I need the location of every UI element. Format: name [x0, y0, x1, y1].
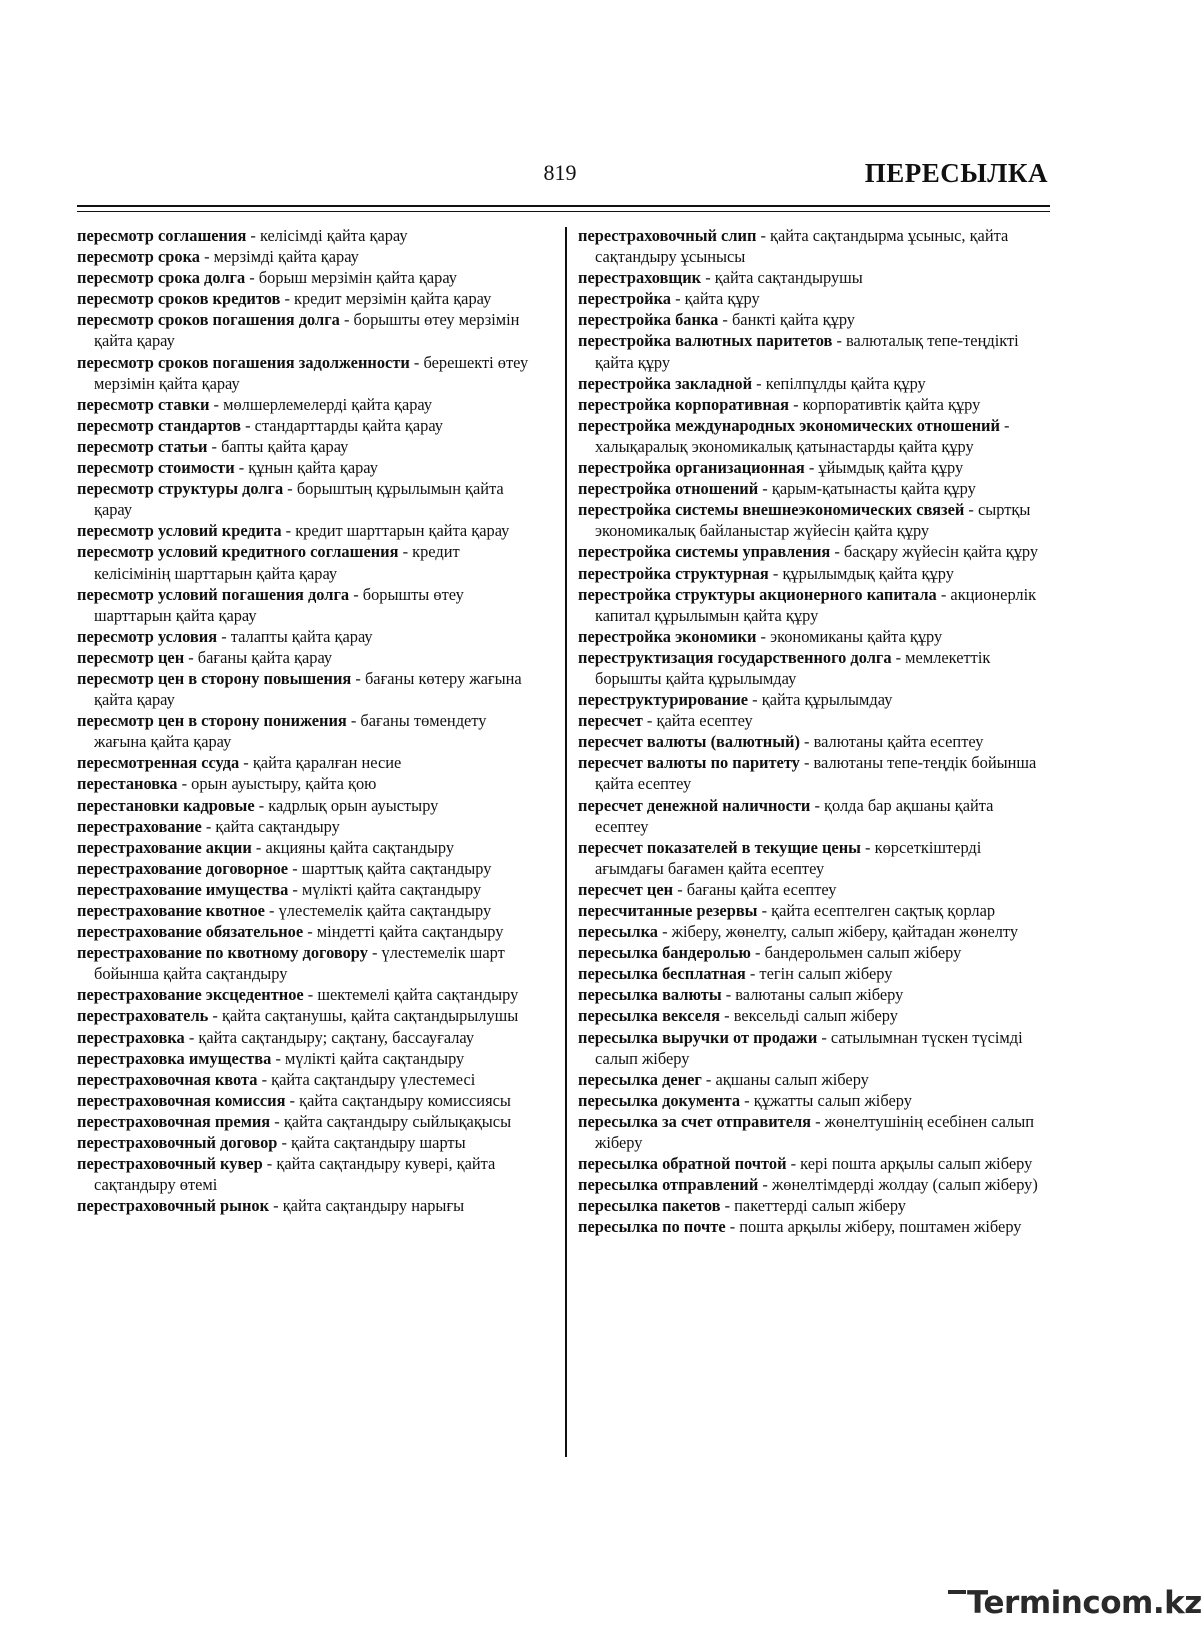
entry-term: пересчет — [578, 711, 643, 731]
dictionary-entry — [77, 541, 532, 583]
dictionary-entry — [77, 710, 532, 752]
entry-term: перестрахование обязательное — [77, 922, 304, 942]
entry-definition: - валютаны салып жіберу — [721, 985, 904, 1005]
entry-definition: - кадрлық орын ауыстыру — [254, 795, 439, 815]
entry-definition: - қайта құру — [670, 289, 760, 309]
entry-definition: - үлестемелік шарт бойынша қайта сақтандыру — [94, 943, 505, 984]
entry-term: пересылка документа — [578, 1090, 741, 1110]
entry-term: пересылка по почте — [578, 1217, 726, 1237]
entry-definition: - жіберу, жөнелту, салып жіберу, қайтадан жөнелту — [657, 922, 1019, 942]
entry-definition: - мөлшерлемелерді қайта қарау — [209, 394, 433, 414]
entry-term: пересмотр срока долга — [77, 268, 246, 288]
entry-term: перестраховщик — [578, 268, 702, 288]
dictionary-entry — [77, 1005, 532, 1026]
entry-definition: - бандерольмен салып жіберу — [750, 943, 962, 963]
entry-term: пересмотр условия — [77, 626, 218, 646]
dictionary-entry — [578, 1005, 1050, 1026]
entry-definition: - бағаны қайта қарау — [184, 647, 333, 667]
dictionary-entry — [578, 1090, 1050, 1111]
dictionary-entry — [77, 858, 532, 879]
entry-definition: - вексельді салып жіберу — [720, 1006, 898, 1026]
entry-definition: - мүлікті қайта сақтандыру — [288, 879, 482, 899]
dictionary-entry — [77, 984, 532, 1005]
entry-term: перестройка системы управления — [578, 542, 831, 562]
dictionary-entry — [77, 1153, 532, 1195]
entry-term: пересмотр цен в сторону понижения — [77, 711, 347, 731]
entry-term: пересмотр структуры долга — [77, 479, 284, 499]
entry-term: перестройка экономики — [578, 626, 757, 646]
dictionary-entry — [578, 330, 1050, 372]
entry-definition: - мүлікті қайта сақтандыру — [271, 1048, 465, 1068]
entry-term: перестройка корпоративная — [578, 394, 789, 414]
entry-term: перестраховочная премия — [77, 1111, 271, 1131]
entry-definition: - қайта есептелген сақтық қорлар — [757, 901, 996, 920]
dictionary-entry — [578, 626, 1050, 647]
entry-definition: - корпоративтік қайта құру — [789, 394, 981, 414]
dictionary-entry — [578, 1216, 1050, 1237]
entry-term: перестрахование квотное — [77, 901, 265, 920]
entry-term: пересмотренная ссуда — [77, 753, 240, 773]
entry-definition: - кері пошта арқылы салып жіберу — [786, 1154, 1033, 1174]
right-column — [578, 225, 1050, 1238]
entry-definition: - жөнелтімдерді жолдау (салып жіберу) — [758, 1175, 1038, 1195]
entry-definition: - қайта сақтандыру; сақтану, бассауғалау — [184, 1027, 475, 1047]
watermark-text: Termincom.kz — [967, 1585, 1202, 1621]
entry-term: пересмотр ставки — [77, 394, 210, 414]
entry-definition: - келісімді қайта қарау — [246, 226, 408, 245]
entry-definition: - қайта сақтандыру кувері, қайта сақтандыру өтемі — [94, 1154, 496, 1195]
entry-term: пересмотр сроков кредитов — [77, 289, 281, 309]
entry-term: перестройка структурная — [578, 563, 769, 583]
entry-definition: - борыш мерзімін қайта қарау — [245, 268, 457, 288]
entry-term: перестройка организационная — [578, 458, 805, 478]
entry-term: перестройка системы внешнеэкономических связей — [578, 500, 965, 520]
entry-definition: - валюталық тепе-теңдікті қайта құру — [595, 331, 1019, 372]
entry-definition: - ақшаны салып жіберу — [701, 1069, 869, 1089]
entry-definition: - бағаны көтеру жағына қайта қарау — [94, 668, 522, 710]
entry-term: перестрахование договорное — [77, 858, 289, 878]
entry-term: перестрахование акции — [77, 837, 252, 857]
entry-definition: - қолда бар ақшаны қайта есептеу — [595, 795, 994, 836]
dictionary-entry — [77, 1027, 532, 1048]
dictionary-entry — [578, 963, 1050, 984]
column-divider — [565, 227, 567, 1457]
dictionary-entry — [578, 879, 1050, 900]
entry-definition: - борышты өтеу мерзімін қайта қарау — [94, 310, 520, 351]
entry-term: пересмотр сроков погашения долга — [77, 310, 340, 330]
dictionary-entry — [77, 647, 532, 668]
dictionary-entry — [77, 668, 532, 710]
dictionary-entry — [578, 288, 1050, 309]
dictionary-entry — [77, 921, 532, 942]
header-rule-thin — [77, 211, 1050, 212]
dictionary-entry — [578, 837, 1050, 879]
dictionary-entry — [77, 816, 532, 837]
entry-definition: - стандарттарды қайта қарау — [241, 415, 443, 435]
entry-term: пересылка — [578, 922, 658, 942]
entry-definition: - талапты қайта қарау — [217, 626, 373, 646]
entry-definition: - шектемелі қайта сақтандыру — [303, 985, 519, 1005]
entry-definition: - борышты өтеу шарттарын қайта қарау — [94, 584, 464, 625]
dictionary-entry — [578, 225, 1050, 267]
entry-term: пересчет валюты по паритету — [578, 753, 800, 773]
entry-definition: - кредит мерзімін қайта қарау — [280, 289, 492, 309]
entry-term: перестраховочный кувер — [77, 1154, 263, 1174]
dictionary-entry — [77, 837, 532, 858]
entry-definition: - сыртқы экономикалық байланыстар жүйесін қайта құру — [595, 500, 1031, 541]
entry-definition: - қайта сақтандыру нарығы — [269, 1196, 465, 1216]
running-head: ПЕРЕСЫЛКА — [864, 158, 1048, 188]
entry-term: пересмотр стоимости — [77, 458, 235, 478]
dictionary-entry — [578, 942, 1050, 963]
entry-definition: - кепілпұлды қайта құру — [752, 373, 926, 393]
entry-definition: - қарым-қатынасты қайта құру — [758, 479, 976, 499]
dictionary-entry — [578, 541, 1050, 562]
dictionary-entry — [578, 900, 1050, 921]
dictionary-entry — [578, 563, 1050, 584]
entry-term: перестраховка — [77, 1027, 185, 1047]
entry-definition: - халықаралық экономикалық қатынастарды қайта құру — [595, 415, 1010, 456]
entry-term: перестройка отношений — [578, 479, 759, 499]
dictionary-entry — [77, 1195, 532, 1216]
entry-definition: - қайта сақтандырушы — [701, 268, 863, 288]
entry-definition: - қайта сақтандыру сыйлықақысы — [270, 1111, 512, 1131]
entry-definition: - міндетті қайта сақтандыру — [303, 922, 504, 942]
dictionary-entry — [77, 1132, 532, 1153]
entry-definition: - борыштың құрылымын қайта қарау — [94, 479, 504, 520]
entry-definition: - шарттық қайта сақтандыру — [288, 858, 492, 878]
entry-term: перестраховочная комиссия — [77, 1090, 286, 1110]
dictionary-entry — [77, 900, 532, 921]
entry-definition: - акционерлік капитал құрылымын қайта құру — [595, 584, 1037, 625]
entry-term: пересчет показателей в текущие цены — [578, 837, 861, 857]
dictionary-entry — [77, 942, 532, 984]
dictionary-entry — [578, 499, 1050, 541]
entry-term: перестройка структуры акционерного капитала — [578, 584, 937, 604]
entry-term: пересмотр условий кредитного соглашения — [77, 542, 399, 562]
entry-definition: - валютаны тепе-теңдік бойынша қайта есептеу — [595, 753, 1037, 794]
entry-term: пересмотр цен — [77, 647, 185, 667]
entry-definition: - мерзімді қайта қарау — [199, 247, 359, 267]
dictionary-entry — [77, 394, 532, 415]
entry-term: перестрахование имущества — [77, 879, 289, 899]
dictionary-entry — [578, 921, 1050, 942]
entry-term: пересылка обратной почтой — [578, 1154, 787, 1174]
dictionary-entry — [578, 984, 1050, 1005]
dictionary-entry — [578, 584, 1050, 626]
entry-definition: - валютаны қайта есептеу — [799, 732, 984, 752]
entry-definition: - қайта сақтандыру — [201, 816, 340, 836]
dictionary-entry — [578, 752, 1050, 794]
logo-bar-icon — [948, 1590, 966, 1594]
dictionary-entry — [77, 436, 532, 457]
entry-term: перестрахователь — [77, 1006, 209, 1026]
entry-definition: - тегін салып жіберу — [745, 964, 893, 984]
entry-definition: - бапты қайта қарау — [207, 436, 349, 456]
entry-term: перестройка — [578, 289, 671, 309]
dictionary-entry — [578, 415, 1050, 457]
entry-definition: - жөнелтушінің есебінен салып жіберу — [595, 1111, 1035, 1153]
dictionary-entry — [77, 309, 532, 351]
entry-definition: - үлестемелік қайта сақтандыру — [264, 901, 492, 920]
entry-term: перестраховочный договор — [77, 1133, 278, 1153]
entry-term: пересылка выручки от продажи — [578, 1027, 818, 1047]
dictionary-entry — [77, 288, 532, 309]
entry-term: пересылка денег — [578, 1069, 702, 1089]
entry-term: пересылка векселя — [578, 1006, 721, 1026]
dictionary-entry — [578, 1111, 1050, 1153]
entry-definition: - құнын қайта қарау — [234, 458, 378, 478]
dictionary-entry — [77, 879, 532, 900]
entry-term: пересылка пакетов — [578, 1196, 721, 1216]
page-number: 819 — [543, 160, 577, 185]
entry-definition: - берешекті өтеу мерзімін қайта қарау — [94, 352, 529, 393]
entry-definition: - акцияны қайта сақтандыру — [251, 837, 455, 857]
entry-definition: - қайта есептеу — [642, 711, 753, 731]
entry-definition: - қайта сақтандыру үлестемесі — [257, 1069, 476, 1089]
dictionary-entry — [77, 415, 532, 436]
dictionary-entry — [77, 520, 532, 541]
entry-definition: - қайта қаралған несие — [239, 753, 402, 773]
entry-term: перестрахование — [77, 816, 202, 836]
dictionary-entry — [578, 647, 1050, 689]
dictionary-entry — [77, 1069, 532, 1090]
entry-term: перестройка банка — [578, 310, 719, 330]
entry-term: пересмотр условий погашения долга — [77, 584, 350, 604]
dictionary-entry — [77, 478, 532, 520]
entry-term: пересчет цен — [578, 879, 674, 899]
entry-term: перестановки кадровые — [77, 795, 255, 815]
entry-term: пересылка за счет отправителя — [578, 1111, 812, 1131]
entry-term: пересылка валюты — [578, 985, 722, 1005]
entry-definition: - пошта арқылы жіберу, поштамен жіберу — [725, 1217, 1022, 1237]
entry-term: пересчитанные резервы — [578, 901, 758, 920]
entry-definition: - сатылымнан түскен түсімді салып жіберу — [595, 1027, 1023, 1068]
dictionary-entry — [77, 795, 532, 816]
entry-definition: - басқару жүйесін қайта құру — [830, 542, 1039, 562]
dictionary-entry — [578, 1069, 1050, 1090]
entry-term: пересчет валюты (валютный) — [578, 732, 800, 752]
entry-definition: - экономиканы қайта құру — [756, 626, 943, 646]
dictionary-entry — [578, 689, 1050, 710]
dictionary-entry — [578, 457, 1050, 478]
dictionary-entry — [77, 626, 532, 647]
entry-term: пересмотр условий кредита — [77, 521, 282, 541]
dictionary-entry — [578, 1195, 1050, 1216]
entry-definition: - банкті қайта құру — [718, 310, 855, 330]
entry-term: перестрахование по квотному договору — [77, 943, 368, 963]
entry-term: пересмотр сроков погашения задолженности — [77, 352, 410, 372]
dictionary-entry — [578, 478, 1050, 499]
dictionary-entry — [77, 752, 532, 773]
dictionary-entry — [77, 1048, 532, 1069]
entry-term: перестановка — [77, 774, 178, 794]
entry-term: пересмотр цен в сторону повышения — [77, 668, 352, 688]
entry-term: перестраховочный рынок — [77, 1196, 270, 1216]
entry-term: перестрахование эксцедентное — [77, 985, 304, 1005]
dictionary-entry — [77, 267, 532, 288]
dictionary-entry — [578, 394, 1050, 415]
entry-definition: - орын ауыстыру, қайта қою — [177, 774, 377, 794]
entry-definition: - көрсеткіштерді ағымдағы бағамен қайта есептеу — [595, 837, 982, 878]
dictionary-entry — [77, 225, 532, 246]
entry-definition: - ұйымдық қайта құру — [804, 458, 964, 478]
entry-term: перестраховка имущества — [77, 1048, 272, 1068]
dictionary-entry — [578, 1027, 1050, 1069]
entry-term: пересчет денежной наличности — [578, 795, 811, 815]
entry-term: переструктурирование — [578, 690, 749, 710]
dictionary-entry — [578, 309, 1050, 330]
dictionary-entry — [578, 373, 1050, 394]
dictionary-entry — [578, 710, 1050, 731]
entry-definition: - қайта сақтандыру комиссиясы — [285, 1090, 511, 1110]
entry-definition: - қайта сақтандыру шарты — [277, 1133, 466, 1153]
dictionary-entry — [77, 1111, 532, 1132]
entry-term: перестройка валютных паритетов — [578, 331, 833, 351]
dictionary-entry — [578, 1153, 1050, 1174]
dictionary-entry — [578, 267, 1050, 288]
dictionary-entry — [77, 773, 532, 794]
entry-definition: - қайта сақтандырма ұсыныс, қайта сақтандыру ұсынысы — [595, 226, 1009, 267]
entry-definition: - пакеттерді салып жіберу — [720, 1196, 907, 1216]
entry-term: переструктизация государственного долга — [578, 647, 892, 667]
left-column — [77, 225, 532, 1216]
dictionary-entry — [77, 352, 532, 394]
entry-definition: - құжатты салып жіберу — [740, 1090, 912, 1110]
dictionary-entry — [578, 1174, 1050, 1195]
entry-term: перестройка закладной — [578, 373, 753, 393]
dictionary-entry — [77, 584, 532, 626]
entry-term: пересмотр соглашения — [77, 226, 247, 245]
dictionary-entry — [77, 457, 532, 478]
entry-term: пересылка бесплатная — [578, 964, 746, 984]
entry-term: пересмотр срока — [77, 247, 200, 267]
watermark-logo — [948, 1582, 1202, 1624]
entry-term: пересмотр статьи — [77, 436, 208, 456]
dictionary-entry — [77, 1090, 532, 1111]
entry-term: пересмотр стандартов — [77, 415, 242, 435]
header-rule-thick — [77, 205, 1050, 207]
entry-term: перестраховочный слип — [578, 226, 757, 245]
entry-term: пересылка отправлений — [578, 1175, 759, 1195]
entry-term: перестраховочная квота — [77, 1069, 258, 1089]
entry-definition: - кредит келісімінің шарттарын қайта қарау — [94, 542, 460, 583]
entry-definition: - бағаны қайта есептеу — [673, 879, 837, 899]
entry-definition: - құрылымдық қайта құру — [768, 563, 954, 583]
entry-definition: - қайта құрылымдау — [748, 690, 893, 710]
entry-term: перестройка международных экономических отношений — [578, 415, 1000, 435]
entry-definition: - қайта сақтанушы, қайта сақтандырылушы — [208, 1006, 519, 1026]
entry-definition: - мемлекеттік борышты қайта құрылымдау — [595, 647, 991, 688]
dictionary-entry — [578, 731, 1050, 752]
entry-definition: - бағаны төмендету жағына қайта қарау — [94, 711, 487, 752]
entry-definition: - кредит шарттарын қайта қарау — [281, 521, 510, 541]
entry-term: пересылка бандеролью — [578, 943, 751, 963]
dictionary-entry — [77, 246, 532, 267]
dictionary-entry — [578, 795, 1050, 837]
